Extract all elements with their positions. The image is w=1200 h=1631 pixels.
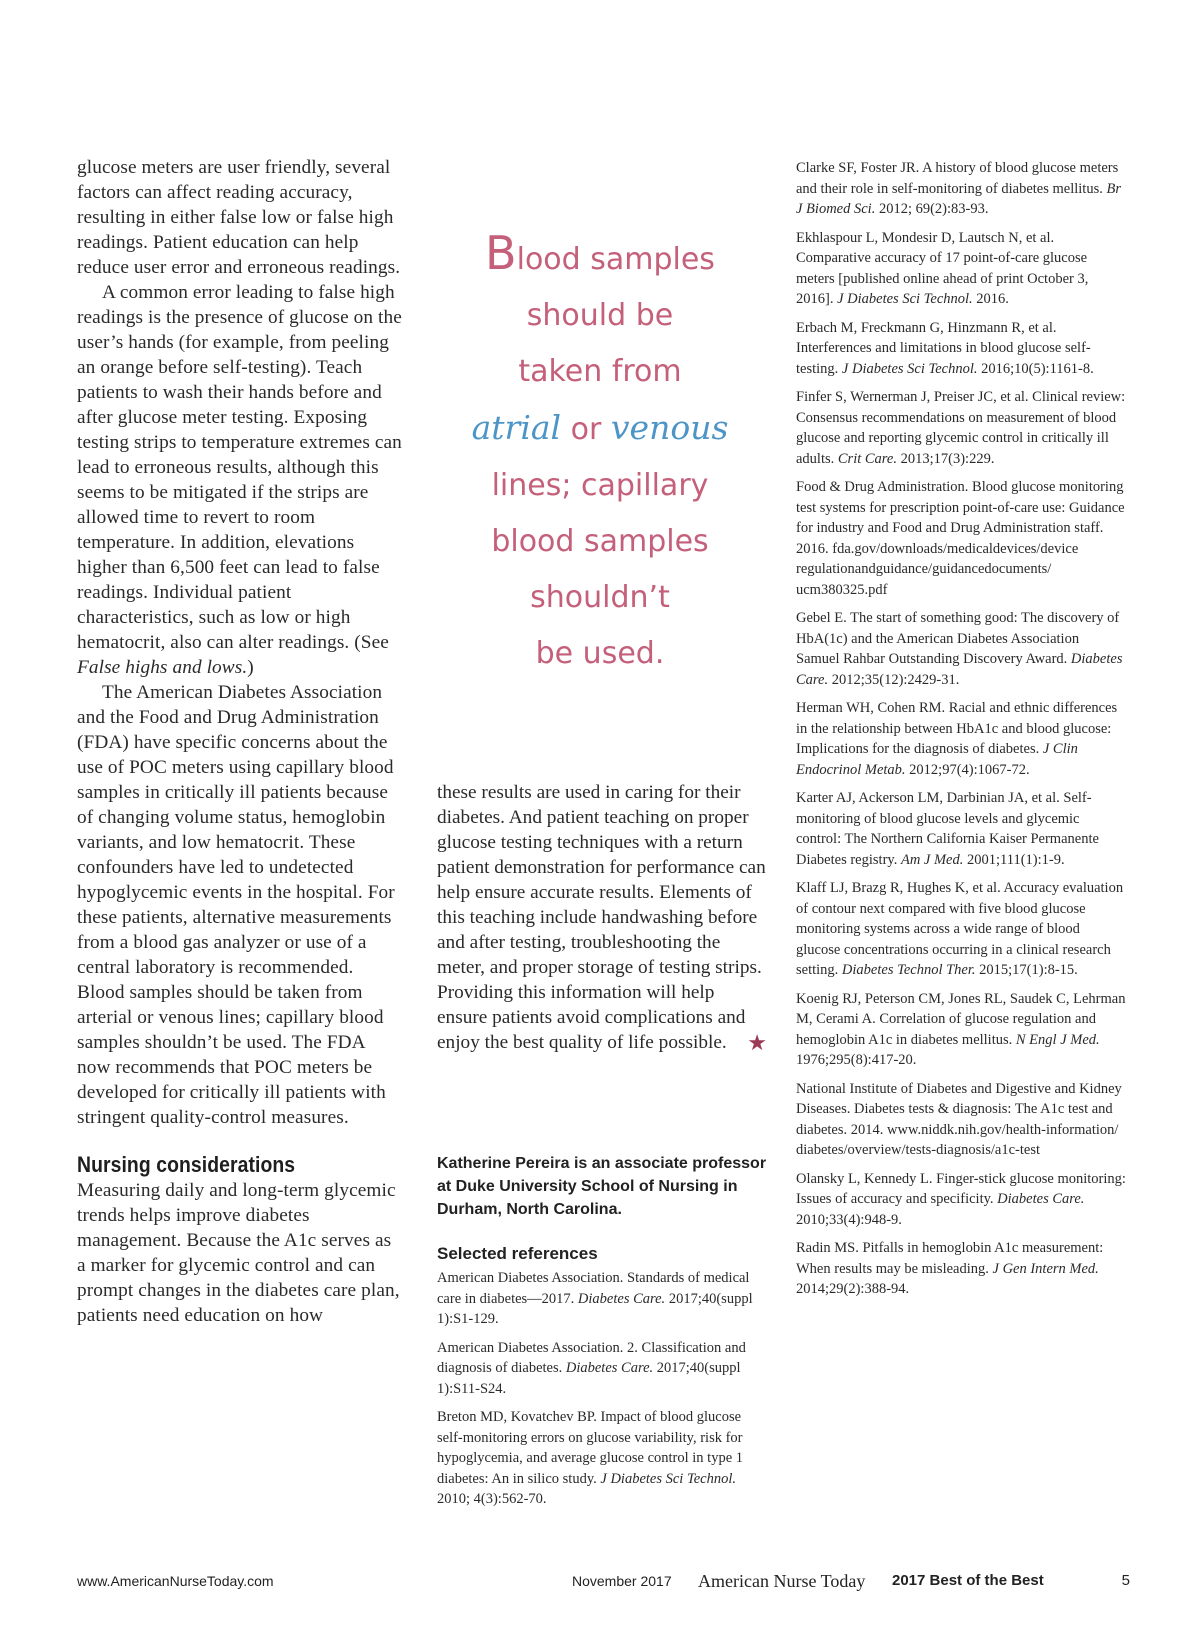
pull-quote-line: lood samples: [516, 242, 715, 277]
reference-journal: J Clin Endocrinol Metab.: [796, 741, 1078, 778]
reference-text: Olansky L, Kennedy L. Finger-stick glucose monitoring: Issues of accuracy and specificity.: [796, 1170, 1126, 1207]
reference-item: [796, 318, 1126, 380]
reference-citation: 2015;17(1):8-15.: [979, 962, 1078, 978]
reference-text: Food & Drug Administration. Blood glucose monitoring test systems for prescription point-of-care use: Guidance for industry and Food and Drug Administration staff. 2016. fda.gov/downloads/medicaldevices/device regulationandguidance/guidancedocuments/ ucm380325.pdf: [796, 479, 1125, 598]
reference-citation: 2013;17(3):229.: [900, 450, 995, 467]
reference-citation: 2017;40(suppl 1):S1-129.: [437, 1290, 753, 1327]
pull-quote-line: blood samples: [491, 524, 709, 559]
reference-item: [796, 608, 1126, 690]
body-column-1: [77, 155, 402, 1328]
pull-quote-word: or: [570, 412, 602, 447]
footer-url[interactable]: www.AmericanNurseToday.com: [77, 1573, 274, 1589]
paragraph-text: these results are used in caring for their diabetes. And patient teaching on proper glucose testing techniques with a return patient demonstration for performance can help ensure accurate results. Elements of this teaching include handwashing before and after testing, troubleshooting the meter, and proper storage of testing strips. Providing this information will help ensure patients avoid complications and enjoy the best quality of life possible.: [437, 782, 766, 1053]
reference-journal: Diabetes Care.: [997, 1191, 1085, 1207]
reference-item: [796, 228, 1126, 310]
paragraph: [77, 280, 402, 680]
reference-item: [437, 1268, 769, 1330]
section-heading: Nursing considerations: [77, 1152, 296, 1177]
reference-item: [796, 1079, 1126, 1161]
footer-issue: 2017 Best of the Best: [892, 1572, 1044, 1589]
reference-item: [437, 1407, 769, 1510]
reference-text: Finfer S, Wernerman J, Preiser JC, et al. Clinical review: Consensus recommendations on measurement of blood glucose and reporting glycemic control in critically ill adults.: [796, 389, 1126, 467]
reference-citation: 2012;97(4):1067-72.: [909, 761, 1030, 778]
pull-quote-line: shouldn’t: [530, 580, 670, 615]
reference-citation: 2012; 69(2):83-93.: [878, 201, 989, 217]
reference-text: Ekhlaspour L, Mondesir D, Lautsch N, et al. Comparative accuracy of 17 point-of-care glucose meters [published online ahead of print October 3, 2016].: [796, 229, 1089, 307]
reference-text: Erbach M, Freckmann G, Hinzmann R, et al. Interferences and limitations in blood glucose self-testing.: [796, 319, 1091, 377]
reference-item: [796, 989, 1126, 1071]
reference-citation: 2016.: [976, 291, 1009, 307]
paragraph-text: A common error leading to false high readings is the presence of glucose on the user’s hands (for example, from peeling an orange before self-testing). Teach patients to wash their hands before and after glucose meter testing. Exposing testing strips to temperature extremes can lead to erroneous results, although this seems to be mitigated if the strips are allowed time to revert to room temperature. In addition, elevations higher than 6,500 feet can lead to false readings. Individual patient characteristics, such as low or high hematocrit, also can alter readings. (See: [77, 282, 402, 653]
paragraph: The American Diabetes Association and the Food and Drug Administration (FDA) have specific concerns about the use of POC meters using capillary blood samples in critically ill patients because of changing volume status, hemoglobin variants, and low hematocrit. These confounders have led to undetected hypoglycemic events in the hospital. For these patients, alternative measurements from a blood gas analyzer or use of a central laboratory is recommended. Blood samples should be taken from arterial or venous lines; capillary blood samples shouldn’t be used. The FDA now recommends that POC meters be developed for critically ill patients with stringent quality-control measures.: [77, 682, 395, 1128]
references-list-col3: [796, 158, 1126, 1308]
reference-journal: J Diabetes Sci Technol.: [600, 1470, 736, 1487]
reference-citation: 2016;10(5):1161-8.: [981, 360, 1094, 377]
body-column-2: [437, 780, 769, 1055]
page-number: 5: [1121, 1572, 1130, 1589]
reference-citation: 2010;33(4):948-9.: [796, 1211, 902, 1228]
reference-text: American Diabetes Association. Standards of medical care in diabetes—2017.: [437, 1270, 750, 1307]
paragraph: [437, 780, 769, 1055]
author-bio: Katherine Pereira is an associate professor at Duke University School of Nursing in Durham, North Carolina.: [437, 1155, 767, 1218]
reference-item: [796, 788, 1126, 870]
reference-text: Karter AJ, Ackerson LM, Darbinian JA, et al. Self-monitoring of blood glucose levels and glycemic control: The Northern California Kaiser Permanente Diabetes registry.: [796, 790, 1099, 868]
reference-text: Herman WH, Cohen RM. Racial and ethnic differences in the relationship between HbA1c and blood glucose: Implications for the diagnosis of diabetes.: [796, 700, 1118, 757]
reference-item: [796, 1169, 1126, 1231]
reference-text: Gebel E. The start of something good: The discovery of HbA(1c) and the American Diabetes Association Samuel Rahbar Outstanding Discovery Award.: [796, 610, 1120, 667]
pull-quote-initial: B: [485, 226, 517, 280]
reference-citation: 2001;111(1):1-9.: [967, 851, 1065, 868]
reference-text: Clarke SF, Foster JR. A history of blood glucose meters and their role in self-monitoring of diabetes mellitus.: [796, 160, 1119, 197]
reference-text: American Diabetes Association. 2. Classification and diagnosis of diabetes.: [437, 1339, 746, 1376]
reference-item: [796, 477, 1126, 600]
footer-magazine: American Nurse Today: [698, 1571, 866, 1591]
reference-citation: 2017;40(suppl 1):S11-S24.: [437, 1360, 741, 1397]
reference-text: Radin MS. Pitfalls in hemoglobin A1c measurement: When results may be misleading.: [796, 1240, 1104, 1277]
reference-journal: Diabetes Care.: [565, 1360, 654, 1376]
reference-text: National Institute of Diabetes and Digestive and Kidney Diseases. Diabetes tests & diagnosis: The A1c test and diabetes. 2014. www.niddk.nih.gov/health-information/ diabetes/overview/tests-diagnosis/a1c-test: [796, 1080, 1122, 1158]
reference-journal: Br J Biomed Sci.: [796, 180, 1121, 217]
pull-quote-line: taken from: [518, 354, 682, 389]
references-list-col2: [437, 1268, 769, 1518]
reference-journal: J Gen Intern Med.: [992, 1260, 1099, 1277]
reference-journal: Diabetes Care.: [577, 1290, 666, 1307]
reference-journal: J Diabetes Sci Technol.: [837, 291, 973, 307]
reference-journal: Diabetes Care.: [796, 651, 1123, 688]
paragraph: Measuring daily and long-term glycemic trends helps improve diabetes management. Because the A1c serves as a marker for glycemic control and can prompt changes in the diabetes care plan, patients need education on how: [77, 1180, 400, 1326]
reference-journal: Am J Med.: [900, 851, 964, 868]
reference-item: [796, 698, 1126, 780]
reference-citation: 1976;295(8):417-20.: [796, 1052, 917, 1068]
reference-journal: N Engl J Med.: [1015, 1031, 1100, 1048]
pull-quote-script-word: atrial: [471, 408, 562, 447]
paragraph-text: ): [247, 657, 254, 678]
reference-citation: 2012;35(12):2429-31.: [831, 671, 960, 688]
pull-quote-line: should be: [526, 298, 674, 333]
pull-quote: [440, 225, 760, 682]
reference-item: [796, 158, 1126, 220]
reference-citation: 2014;29(2):388-94.: [796, 1281, 910, 1297]
paragraph: glucose meters are user friendly, several factors can affect reading accuracy, resulting in either false low or false high readings. Patient education can help reduce user error and erroneous readings.: [77, 157, 401, 278]
references-heading: Selected references: [437, 1244, 598, 1263]
reference-item: [796, 387, 1126, 469]
reference-item: [796, 878, 1126, 981]
footer-date: November 2017: [572, 1573, 672, 1589]
reference-citation: 2010; 4(3):562-70.: [437, 1491, 547, 1507]
reference-item: [437, 1338, 769, 1400]
pull-quote-script-word: venous: [610, 408, 729, 447]
reference-journal: Diabetes Technol Ther.: [841, 962, 976, 978]
reference-item: [796, 1238, 1126, 1300]
pull-quote-line: lines; capillary: [491, 468, 709, 503]
reference-text: Breton MD, Kovatchev BP. Impact of blood glucose self-monitoring errors on glucose variability, risk for hypoglycemia, and average glucose control in type 1 diabetes: An in silico study.: [437, 1409, 744, 1487]
sidebar-reference-title: False highs and lows.: [77, 657, 248, 678]
reference-journal: J Diabetes Sci Technol.: [841, 360, 978, 377]
pull-quote-line: be used.: [535, 636, 665, 671]
page-footer: [77, 1571, 1130, 1595]
reference-text: Klaff LJ, Brazg R, Hughes K, et al. Accuracy evaluation of contour next compared with five blood glucose monitoring systems across a wide range of blood glucose concentrations occurring in a clinical research setting.: [796, 880, 1124, 978]
reference-text: Koenig RJ, Peterson CM, Jones RL, Saudek C, Lehrman M, Cerami A. Correlation of glucose regulation and hemoglobin A1c in diabetes mellitus.: [796, 990, 1126, 1048]
end-star-icon: ★: [747, 1030, 767, 1055]
reference-journal: Crit Care.: [837, 450, 897, 467]
